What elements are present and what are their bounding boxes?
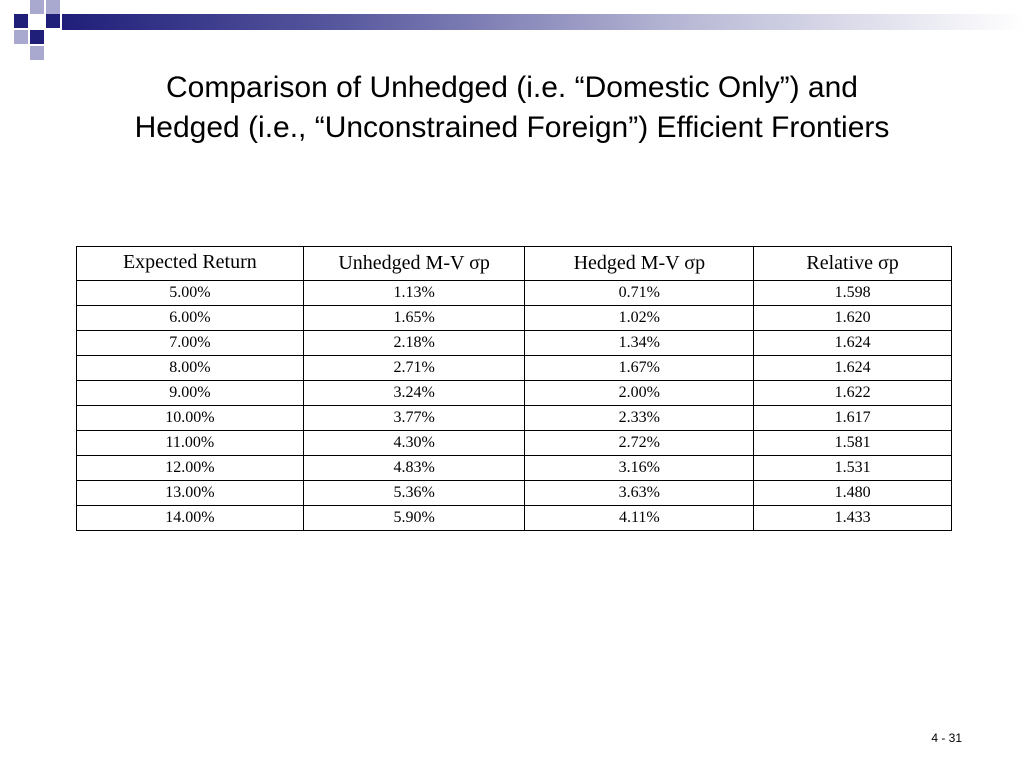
slide-title bbox=[40, 68, 984, 148]
banner-square bbox=[46, 0, 60, 14]
cell-hedged-sigma: 2.72% bbox=[525, 431, 754, 456]
banner-square bbox=[30, 30, 44, 44]
cell-unhedged-sigma: 1.65% bbox=[303, 306, 525, 331]
frontier-comparison-table bbox=[76, 246, 952, 531]
table-row bbox=[77, 381, 952, 406]
cell-unhedged-sigma: 3.24% bbox=[303, 381, 525, 406]
header-expected-return: Expected Return bbox=[77, 247, 304, 281]
cell-relative-sigma: 1.480 bbox=[754, 481, 952, 506]
cell-hedged-sigma: 1.02% bbox=[525, 306, 754, 331]
table-row bbox=[77, 281, 952, 306]
cell-relative-sigma: 1.624 bbox=[754, 356, 952, 381]
cell-unhedged-sigma: 4.83% bbox=[303, 456, 525, 481]
cell-relative-sigma: 1.624 bbox=[754, 331, 952, 356]
cell-expected-return: 6.00% bbox=[77, 306, 304, 331]
cell-unhedged-sigma: 2.71% bbox=[303, 356, 525, 381]
cell-relative-sigma: 1.620 bbox=[754, 306, 952, 331]
banner-square bbox=[14, 30, 28, 44]
cell-expected-return: 11.00% bbox=[77, 431, 304, 456]
table-row bbox=[77, 331, 952, 356]
banner-gradient-bar bbox=[62, 14, 1024, 30]
cell-hedged-sigma: 3.63% bbox=[525, 481, 754, 506]
cell-hedged-sigma: 1.34% bbox=[525, 331, 754, 356]
cell-hedged-sigma: 0.71% bbox=[525, 281, 754, 306]
banner-square bbox=[30, 0, 44, 14]
header-relative-sigma: Relative σp bbox=[754, 247, 952, 281]
cell-hedged-sigma: 3.16% bbox=[525, 456, 754, 481]
table-row bbox=[77, 431, 952, 456]
table-header-row bbox=[77, 247, 952, 281]
cell-expected-return: 8.00% bbox=[77, 356, 304, 381]
page-number: 4 - 31 bbox=[931, 731, 962, 745]
cell-relative-sigma: 1.531 bbox=[754, 456, 952, 481]
cell-unhedged-sigma: 5.36% bbox=[303, 481, 525, 506]
cell-unhedged-sigma: 1.13% bbox=[303, 281, 525, 306]
table-row bbox=[77, 481, 952, 506]
cell-hedged-sigma: 4.11% bbox=[525, 506, 754, 531]
cell-relative-sigma: 1.622 bbox=[754, 381, 952, 406]
table-row bbox=[77, 356, 952, 381]
cell-unhedged-sigma: 5.90% bbox=[303, 506, 525, 531]
slide-title-line-1: Comparison of Unhedged (i.e. “Domestic Only”) and bbox=[166, 71, 858, 104]
header-banner bbox=[0, 0, 1024, 65]
cell-relative-sigma: 1.617 bbox=[754, 406, 952, 431]
slide-title-line-2: Hedged (i.e., “Unconstrained Foreign”) Efficient Frontiers bbox=[134, 111, 890, 144]
banner-square bbox=[14, 14, 28, 28]
cell-expected-return: 14.00% bbox=[77, 506, 304, 531]
cell-expected-return: 12.00% bbox=[77, 456, 304, 481]
cell-expected-return: 7.00% bbox=[77, 331, 304, 356]
cell-unhedged-sigma: 4.30% bbox=[303, 431, 525, 456]
cell-expected-return: 9.00% bbox=[77, 381, 304, 406]
cell-unhedged-sigma: 3.77% bbox=[303, 406, 525, 431]
header-hedged-sigma: Hedged M-V σp bbox=[525, 247, 754, 281]
cell-expected-return: 5.00% bbox=[77, 281, 304, 306]
table-row bbox=[77, 306, 952, 331]
table-row bbox=[77, 506, 952, 531]
cell-expected-return: 13.00% bbox=[77, 481, 304, 506]
banner-square bbox=[46, 14, 60, 28]
cell-hedged-sigma: 2.00% bbox=[525, 381, 754, 406]
cell-relative-sigma: 1.433 bbox=[754, 506, 952, 531]
cell-hedged-sigma: 2.33% bbox=[525, 406, 754, 431]
cell-hedged-sigma: 1.67% bbox=[525, 356, 754, 381]
cell-expected-return: 10.00% bbox=[77, 406, 304, 431]
cell-unhedged-sigma: 2.18% bbox=[303, 331, 525, 356]
banner-square bbox=[30, 46, 44, 60]
cell-relative-sigma: 1.581 bbox=[754, 431, 952, 456]
table-row bbox=[77, 456, 952, 481]
table-row bbox=[77, 406, 952, 431]
header-unhedged-sigma: Unhedged M-V σp bbox=[303, 247, 525, 281]
cell-relative-sigma: 1.598 bbox=[754, 281, 952, 306]
